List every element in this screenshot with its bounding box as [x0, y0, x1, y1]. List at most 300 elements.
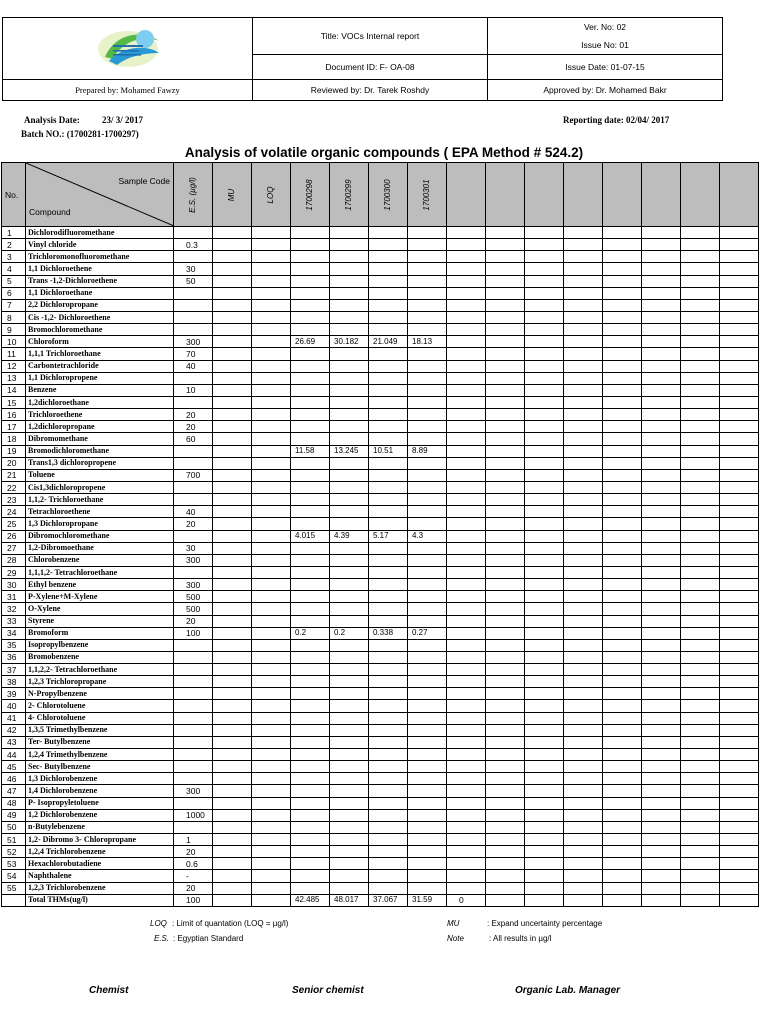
- sample-value: 0.338: [369, 627, 408, 639]
- empty-cell: [642, 797, 681, 809]
- empty-cell: [681, 615, 720, 627]
- sample-value: [291, 664, 330, 676]
- sample-value: [330, 749, 369, 761]
- table-row: [2, 809, 759, 821]
- empty-cell: [525, 676, 564, 688]
- mu-value: [213, 421, 252, 433]
- empty-cell: [564, 263, 603, 275]
- sample-value: 4.015: [291, 530, 330, 542]
- compound-name: Dibromomethane: [26, 433, 174, 445]
- loq-value: [252, 627, 291, 639]
- sample-value: [330, 311, 369, 323]
- table-row: [2, 299, 759, 311]
- mu-value: [213, 542, 252, 554]
- sample-value: [408, 554, 447, 566]
- empty-cell: [642, 409, 681, 421]
- sample-value: [408, 882, 447, 894]
- empty-cell: [447, 360, 486, 372]
- empty-cell: [564, 275, 603, 287]
- sample-value: [330, 227, 369, 239]
- empty-cell: [603, 287, 642, 299]
- empty-cell: [525, 603, 564, 615]
- empty-cell: [447, 712, 486, 724]
- empty-cell: [564, 651, 603, 663]
- mu-value: [213, 712, 252, 724]
- table-row: [2, 579, 759, 591]
- mu-value: [213, 287, 252, 299]
- table-row: [2, 761, 759, 773]
- sample-value: [291, 688, 330, 700]
- loq-value: [252, 773, 291, 785]
- empty-cell: [603, 858, 642, 870]
- compound-name: 1,2,4 Trimethylbenzene: [26, 749, 174, 761]
- loq-value: [252, 579, 291, 591]
- compound-name: 1,1 Dichloropropene: [26, 372, 174, 384]
- empty-cell: [720, 894, 759, 906]
- mu-value: [213, 809, 252, 821]
- row-number: 45: [2, 761, 26, 773]
- sample-value: [369, 251, 408, 263]
- empty-cell: [486, 227, 525, 239]
- empty-cell: [486, 785, 525, 797]
- loq-value: [252, 299, 291, 311]
- empty-cell: [447, 469, 486, 481]
- empty-cell: [720, 251, 759, 263]
- table-row: [2, 554, 759, 566]
- empty-cell: [564, 251, 603, 263]
- sample-value: [291, 797, 330, 809]
- table-row: [2, 469, 759, 481]
- empty-cell: [642, 761, 681, 773]
- empty-cell: [525, 809, 564, 821]
- compound-name: 2- Chlorotoluene: [26, 700, 174, 712]
- empty-cell: [603, 603, 642, 615]
- es-value: [174, 724, 213, 736]
- sample-value: [291, 311, 330, 323]
- loq-value: [252, 676, 291, 688]
- empty-cell: [486, 882, 525, 894]
- mu-value: [213, 530, 252, 542]
- sample-value: [369, 773, 408, 785]
- empty-cell: [681, 324, 720, 336]
- sample-value: [369, 263, 408, 275]
- compound-name: P-Xylene+M-Xylene: [26, 591, 174, 603]
- es-value: 300: [174, 579, 213, 591]
- sample-value: [330, 360, 369, 372]
- sample-value: [408, 809, 447, 821]
- empty-cell: [564, 457, 603, 469]
- empty-cell: [720, 336, 759, 348]
- empty-cell: [681, 858, 720, 870]
- sample-value: [330, 591, 369, 603]
- loq-value: [252, 469, 291, 481]
- empty-cell: [603, 554, 642, 566]
- empty-cell: [642, 858, 681, 870]
- empty-cell: [603, 894, 642, 906]
- sample-value: [330, 433, 369, 445]
- sample-value: [408, 664, 447, 676]
- compound-name: Cis1,3dichloropropene: [26, 481, 174, 493]
- sample-value: [408, 263, 447, 275]
- total-sample-value: 48.017: [330, 894, 369, 906]
- mu-value: [213, 275, 252, 287]
- compound-name: Styrene: [26, 615, 174, 627]
- empty-cell: [642, 348, 681, 360]
- empty-cell: [681, 651, 720, 663]
- empty-cell: [447, 579, 486, 591]
- mu-value: [213, 336, 252, 348]
- empty-cell: [603, 336, 642, 348]
- row-number: 4: [2, 263, 26, 275]
- row-number: 38: [2, 676, 26, 688]
- compound-name: 1,3 Dichlorobenzene: [26, 773, 174, 785]
- empty-cell: [486, 506, 525, 518]
- empty-cell: [525, 797, 564, 809]
- empty-cell: [564, 882, 603, 894]
- sample-value: [408, 372, 447, 384]
- empty-cell: [720, 688, 759, 700]
- compound-name: Tetrachloroethene: [26, 506, 174, 518]
- empty-cell: [681, 785, 720, 797]
- empty-cell: [525, 627, 564, 639]
- empty-cell: [603, 299, 642, 311]
- compound-name: O-Xylene: [26, 603, 174, 615]
- empty-cell: [525, 639, 564, 651]
- empty-cell: [447, 639, 486, 651]
- sample-value: [408, 700, 447, 712]
- sample-value: [291, 421, 330, 433]
- mu-value: [213, 882, 252, 894]
- compound-name: 1,4 Dichlorobenzene: [26, 785, 174, 797]
- table-row: [2, 457, 759, 469]
- empty-cell: [720, 773, 759, 785]
- empty-cell: [564, 360, 603, 372]
- es-value: [174, 227, 213, 239]
- empty-cell: [447, 275, 486, 287]
- sample-value: [369, 433, 408, 445]
- empty-cell: [447, 870, 486, 882]
- mu-value: [213, 846, 252, 858]
- row-number: 29: [2, 566, 26, 578]
- empty-cell: [642, 882, 681, 894]
- mu-value: [213, 554, 252, 566]
- empty-cell: [564, 749, 603, 761]
- total-sample-value: 42.485: [291, 894, 330, 906]
- es-value: [174, 324, 213, 336]
- empty-cell: [486, 724, 525, 736]
- sample-value: [369, 324, 408, 336]
- mu-value: [213, 239, 252, 251]
- empty-cell: [486, 384, 525, 396]
- empty-cell: [525, 299, 564, 311]
- row-number: 49: [2, 809, 26, 821]
- sample-value: [330, 688, 369, 700]
- sample-value: [291, 651, 330, 663]
- sample-value: [291, 773, 330, 785]
- loq-value: [252, 324, 291, 336]
- empty-cell: [720, 287, 759, 299]
- row-number: 9: [2, 324, 26, 336]
- empty-cell: [603, 651, 642, 663]
- empty-cell: [681, 712, 720, 724]
- compound-name: Bromoform: [26, 627, 174, 639]
- empty-cell: [486, 287, 525, 299]
- empty-cell: [603, 530, 642, 542]
- empty-cell: [564, 469, 603, 481]
- sample-value: [369, 846, 408, 858]
- es-value: [174, 566, 213, 578]
- empty-cell: [447, 433, 486, 445]
- empty-cell: [486, 421, 525, 433]
- table-row: [2, 336, 759, 348]
- table-row: [2, 639, 759, 651]
- empty-cell: [603, 736, 642, 748]
- empty-cell: [642, 579, 681, 591]
- sample-value: [408, 542, 447, 554]
- mu-value: [213, 639, 252, 651]
- empty-cell: [564, 481, 603, 493]
- empty-cell: [486, 603, 525, 615]
- note-es-key: E.S.: [154, 934, 170, 943]
- sample-value: [408, 870, 447, 882]
- empty-cell: [447, 761, 486, 773]
- es-value: 50: [174, 275, 213, 287]
- compound-name: Hexachlorobutadiene: [26, 858, 174, 870]
- row-number: 11: [2, 348, 26, 360]
- empty-cell: [681, 384, 720, 396]
- empty-cell: [564, 736, 603, 748]
- empty-cell: [525, 336, 564, 348]
- mu-value: [213, 603, 252, 615]
- sample-value: [330, 239, 369, 251]
- mu-value: [213, 773, 252, 785]
- table-row: [2, 615, 759, 627]
- es-value: 20: [174, 615, 213, 627]
- company-logo-cell: [3, 18, 253, 80]
- empty-cell: [681, 676, 720, 688]
- sample-value: [291, 518, 330, 530]
- empty-cell: [564, 591, 603, 603]
- row-number: 14: [2, 384, 26, 396]
- es-value: [174, 700, 213, 712]
- empty-cell: [603, 433, 642, 445]
- empty-cell: [681, 239, 720, 251]
- empty-cell: [720, 324, 759, 336]
- row-number: 13: [2, 372, 26, 384]
- compound-name: Cis -1,2- Dichloroethene: [26, 311, 174, 323]
- empty-cell: [564, 870, 603, 882]
- es-value: 0.6: [174, 858, 213, 870]
- es-value: [174, 396, 213, 408]
- loq-value: [252, 530, 291, 542]
- empty-cell: [681, 627, 720, 639]
- empty-cell: [681, 688, 720, 700]
- es-value: 20: [174, 421, 213, 433]
- empty-cell: [486, 639, 525, 651]
- empty-cell: [525, 506, 564, 518]
- es-value: 500: [174, 603, 213, 615]
- empty-cell: [681, 469, 720, 481]
- es-value: 1000: [174, 809, 213, 821]
- mu-value: [213, 688, 252, 700]
- empty-cell: [642, 251, 681, 263]
- empty-cell: [642, 530, 681, 542]
- compound-name: 1,2,3 Trichlorobenzene: [26, 882, 174, 894]
- empty-cell: [447, 481, 486, 493]
- compound-name: 1,1 Dichloroethane: [26, 287, 174, 299]
- empty-cell: [525, 761, 564, 773]
- sample-value: [369, 664, 408, 676]
- empty-cell: [564, 494, 603, 506]
- es-value: [174, 664, 213, 676]
- row-number: 47: [2, 785, 26, 797]
- loq-value: [252, 336, 291, 348]
- compound-name: Chloroform: [26, 336, 174, 348]
- empty-cell: [447, 651, 486, 663]
- header-compound: Compound: [29, 207, 71, 217]
- empty-cell: [564, 809, 603, 821]
- document-header: [2, 17, 723, 101]
- row-number: 27: [2, 542, 26, 554]
- empty-cell: [525, 469, 564, 481]
- empty-cell: [681, 530, 720, 542]
- es-value: 100: [174, 627, 213, 639]
- empty-cell: [603, 481, 642, 493]
- mu-value: [213, 676, 252, 688]
- row-number: 40: [2, 700, 26, 712]
- empty-cell: [486, 615, 525, 627]
- empty-cell: [603, 834, 642, 846]
- empty-cell: [642, 311, 681, 323]
- sample-value: [408, 724, 447, 736]
- sample-value: [291, 566, 330, 578]
- sample-value: [330, 761, 369, 773]
- sample-value: [291, 433, 330, 445]
- empty-cell: [603, 566, 642, 578]
- mu-value: [213, 615, 252, 627]
- empty-cell: [486, 275, 525, 287]
- empty-cell: [525, 785, 564, 797]
- empty-cell: [603, 700, 642, 712]
- empty-cell: [525, 870, 564, 882]
- compound-name: 1,2dichloropropane: [26, 421, 174, 433]
- empty-cell: [447, 336, 486, 348]
- mu-value: [213, 481, 252, 493]
- header-empty: [681, 163, 720, 227]
- row-number: 7: [2, 299, 26, 311]
- sample-value: [291, 882, 330, 894]
- empty-cell: [642, 809, 681, 821]
- loq-value: [252, 664, 291, 676]
- empty-cell: [681, 566, 720, 578]
- row-number: 48: [2, 797, 26, 809]
- table-row: [2, 518, 759, 530]
- mu-value: [213, 858, 252, 870]
- empty-cell: [603, 846, 642, 858]
- empty-cell: [642, 664, 681, 676]
- empty-cell: [720, 239, 759, 251]
- sample-value: [330, 469, 369, 481]
- empty-cell: [525, 287, 564, 299]
- empty-cell: [642, 324, 681, 336]
- table-row: [2, 251, 759, 263]
- compound-name: Dibromochloromethane: [26, 530, 174, 542]
- sample-value: [369, 591, 408, 603]
- empty-cell: [525, 421, 564, 433]
- table-row: [2, 263, 759, 275]
- empty-cell: [447, 324, 486, 336]
- sample-value: [291, 396, 330, 408]
- loq-value: [252, 724, 291, 736]
- empty-cell: [564, 761, 603, 773]
- sample-value: [330, 882, 369, 894]
- empty-cell: [564, 724, 603, 736]
- empty-cell: [525, 311, 564, 323]
- empty-cell: [603, 773, 642, 785]
- mu-value: [213, 360, 252, 372]
- loq-value: [252, 785, 291, 797]
- empty-cell: [681, 882, 720, 894]
- mu-value: [213, 348, 252, 360]
- es-value: [174, 481, 213, 493]
- mu-value: [213, 664, 252, 676]
- sample-value: [408, 421, 447, 433]
- sample-value: [408, 469, 447, 481]
- table-row: [2, 846, 759, 858]
- mu-value: [213, 566, 252, 578]
- compound-name: 1,3,5 Trimethylbenzene: [26, 724, 174, 736]
- empty-cell: [642, 384, 681, 396]
- compound-name: 1,3 Dichloropropane: [26, 518, 174, 530]
- sample-value: [408, 639, 447, 651]
- empty-cell: [564, 566, 603, 578]
- sample-value: [330, 506, 369, 518]
- empty-cell: [681, 481, 720, 493]
- loq-value: [252, 506, 291, 518]
- loq-value: [252, 372, 291, 384]
- reviewed-by: Reviewed by: Dr. Tarek Roshdy: [253, 79, 488, 100]
- empty-cell: [486, 749, 525, 761]
- row-number: 46: [2, 773, 26, 785]
- empty-cell: [720, 518, 759, 530]
- empty-cell: [720, 275, 759, 287]
- loq-value: [252, 834, 291, 846]
- mu-value: [213, 227, 252, 239]
- loq-value: [252, 494, 291, 506]
- es-value: [174, 372, 213, 384]
- sample-value: [369, 494, 408, 506]
- empty-cell: [603, 372, 642, 384]
- empty-cell: [486, 481, 525, 493]
- es-value: 20: [174, 518, 213, 530]
- table-row: [2, 409, 759, 421]
- sample-value: [330, 481, 369, 493]
- empty-cell: [486, 858, 525, 870]
- sample-value: [369, 457, 408, 469]
- issue-date: Issue Date: 01-07-15: [488, 55, 723, 79]
- empty-cell: [486, 409, 525, 421]
- empty-cell: [447, 858, 486, 870]
- empty-cell: [486, 712, 525, 724]
- empty-cell: [681, 603, 720, 615]
- compound-name: N-Propylbenzene: [26, 688, 174, 700]
- empty-cell: [603, 785, 642, 797]
- empty-cell: [486, 664, 525, 676]
- mu-value: [213, 518, 252, 530]
- sample-value: [408, 324, 447, 336]
- table-row: [2, 858, 759, 870]
- table-row: [2, 700, 759, 712]
